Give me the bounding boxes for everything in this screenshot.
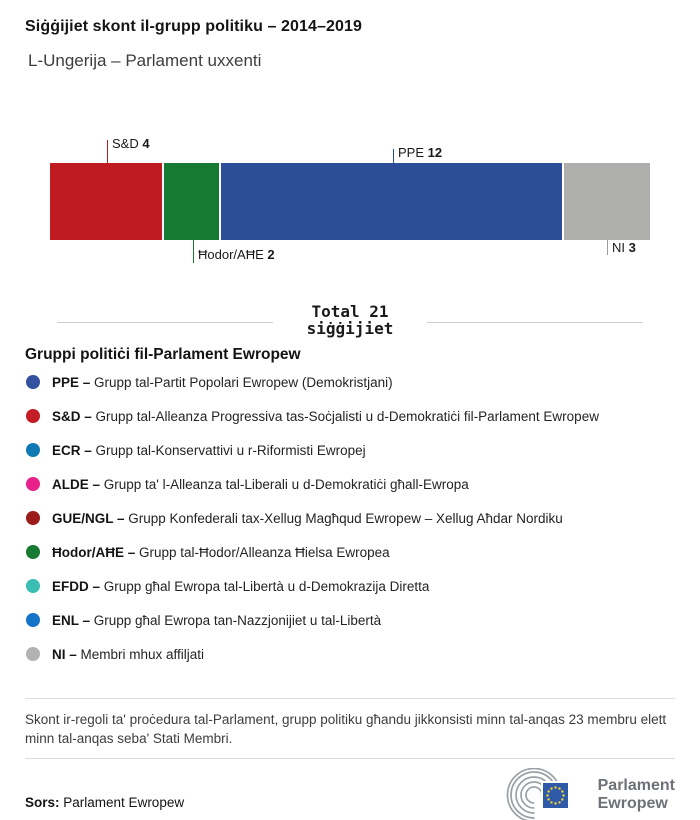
legend-desc: Grupp ta' l-Alleanza tal-Liberali u d-Demokratiċi għall-Ewropa <box>103 476 469 492</box>
callout-seat-count: 12 <box>427 145 443 160</box>
legend-item <box>25 433 675 467</box>
callout-label-odor-a-e <box>198 248 275 262</box>
legend-item <box>25 501 675 535</box>
total-seats-label <box>273 303 427 337</box>
page-subtitle: L-Ungerija – Parlament uxxenti <box>28 51 262 70</box>
callout-label-ni <box>612 241 636 255</box>
logo-wordmark <box>598 777 675 813</box>
legend-abbr: ALDE – <box>52 476 104 492</box>
legend-desc: Grupp tal-Ħodor/Alleanza Ħielsa Ewropea <box>139 544 390 560</box>
logo-line2: Ewropew <box>597 795 668 812</box>
bar-segment-s-d <box>50 163 162 240</box>
legend-label <box>52 510 563 527</box>
legend-label <box>52 374 393 391</box>
callout-group-name: NI <box>612 240 629 255</box>
source-label: Sors: <box>25 795 60 810</box>
bar-segment-ni <box>564 163 650 240</box>
legend-label <box>52 646 204 663</box>
legend-label <box>52 612 381 629</box>
legend-desc: Grupp tal-Alleanza Progressiva tas-Soċjalisti u d-Demokratiċi fil-Parlament Ewropew <box>95 408 599 424</box>
legend-dot-icon <box>26 443 40 457</box>
callout-tick-odor-a-e <box>193 240 194 263</box>
legend-item <box>25 467 675 501</box>
callout-tick-s-d <box>107 140 108 163</box>
legend-abbr: ECR – <box>52 442 96 458</box>
bar-segment-odor-a-e <box>164 163 219 240</box>
legend-item <box>25 637 675 671</box>
bar-segment-ppe <box>221 163 562 240</box>
callout-group-name: S&D <box>112 136 143 151</box>
legend-dot-icon <box>26 647 40 661</box>
page-title: Siġġijiet skont il-grupp politiku – 2014–2019 <box>25 18 363 35</box>
callout-tick-ppe <box>393 149 394 163</box>
callout-group-name: Ħodor/AĦE <box>198 247 268 262</box>
legend-dot-icon <box>26 409 40 423</box>
legend-dot-icon <box>26 545 40 559</box>
legend-abbr: PPE – <box>52 374 95 390</box>
divider-rule-top <box>25 698 675 699</box>
legend-item <box>25 365 675 399</box>
legend-desc: Membri mhux affiljati <box>80 646 205 662</box>
total-divider <box>25 303 675 343</box>
legend-label <box>52 578 429 595</box>
callout-seat-count: 3 <box>628 240 636 255</box>
parliament-logo <box>500 768 675 820</box>
callout-group-name: PPE <box>398 145 428 160</box>
callout-label-s-d <box>112 137 150 151</box>
legend-desc: Grupp Konfederali tax-Xellug Magħqud Ewropew – Xellug Aħdar Nordiku <box>128 510 563 526</box>
legend-label <box>52 408 599 425</box>
legend-abbr: EFDD – <box>52 578 104 594</box>
legend-item <box>25 603 675 637</box>
callout-seat-count: 4 <box>142 136 150 151</box>
legend-abbr: Ħodor/AĦE – <box>52 544 140 560</box>
legend-abbr: NI – <box>52 646 81 662</box>
callout-tick-ni <box>607 240 608 255</box>
callout-seat-count: 2 <box>267 247 275 262</box>
legend-desc: Grupp għal Ewropa tal-Libertà u d-Demokrazija Diretta <box>103 578 430 594</box>
procedure-note: Skont ir-regoli ta' proċedura tal-Parlament, grupp politiku għandu jikkonsisti minn tal-anqas 23 membru elett minn tal-anqas seba' Stati Membri. <box>25 712 667 746</box>
divider-rule-bottom <box>25 758 675 759</box>
divider-line-left <box>57 322 273 323</box>
divider-line-right <box>427 322 643 323</box>
legend-dot-icon <box>26 477 40 491</box>
legend-desc: Grupp tal-Konservattivi u r-Riformisti Ewropej <box>95 442 366 458</box>
legend-abbr: S&D – <box>52 408 96 424</box>
legend-dot-icon <box>26 579 40 593</box>
legend-heading: Gruppi politiċi fil-Parlament Ewropew <box>25 346 301 363</box>
seats-stacked-bar-chart <box>50 133 650 268</box>
total-line2: siġġijiet <box>306 319 394 338</box>
legend-label <box>52 442 366 459</box>
legend-abbr: GUE/NGL – <box>52 510 129 526</box>
legend-dot-icon <box>26 613 40 627</box>
callout-label-ppe <box>398 146 442 160</box>
source-value: Parlament Ewropew <box>63 795 185 810</box>
legend-label <box>52 476 469 493</box>
legend-item <box>25 535 675 569</box>
legend-label <box>52 544 390 561</box>
source-line <box>25 795 184 810</box>
logo-line1: Parlament <box>597 777 675 794</box>
hemicycle-flag-icon <box>500 768 592 820</box>
legend-item <box>25 569 675 603</box>
total-line1: Total 21 <box>311 302 389 321</box>
eu-flag-icon <box>542 782 569 809</box>
legend-dot-icon <box>26 375 40 389</box>
legend-desc: Grupp għal Ewropa tan-Nazzjonijiet u tal-Libertà <box>93 612 382 628</box>
legend-list <box>25 365 675 671</box>
legend-desc: Grupp tal-Partit Popolari Ewropew (Demokristjani) <box>94 374 393 390</box>
footer-row <box>25 768 675 820</box>
legend-abbr: ENL – <box>52 612 94 628</box>
legend-item <box>25 399 675 433</box>
legend-dot-icon <box>26 511 40 525</box>
